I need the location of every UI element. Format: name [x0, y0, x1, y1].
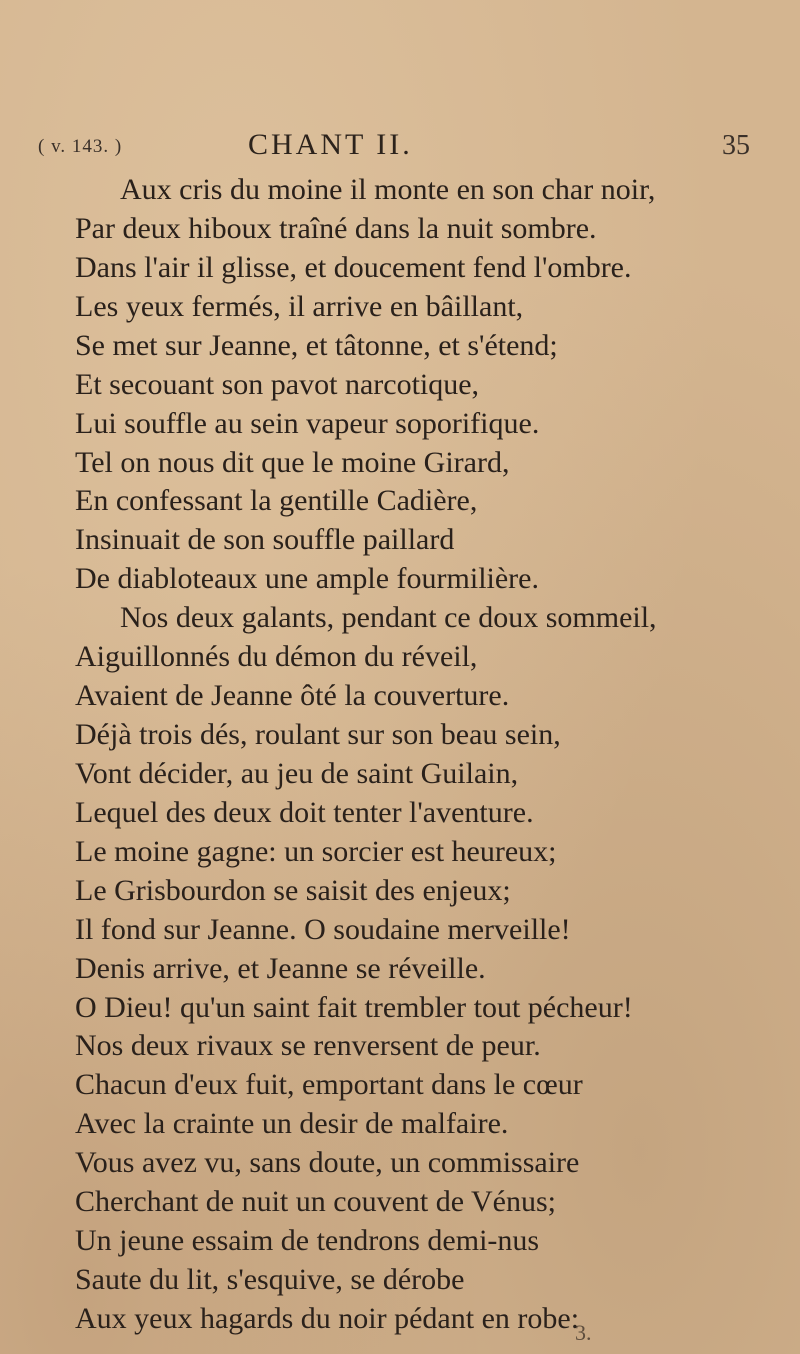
verse-line: Cherchant de nuit un couvent de Vénus; — [75, 1185, 556, 1218]
verse-line: Insinuait de son souffle paillard — [75, 523, 455, 556]
verse-line: Vont décider, au jeu de saint Guilain, — [75, 757, 519, 790]
verse-line: O Dieu! qu'un saint fait trembler tout pécheur! — [75, 991, 633, 1024]
verse-line: Lequel des deux doit tenter l'aventure. — [75, 796, 534, 829]
verse-line: Tel on nous dit que le moine Girard, — [75, 446, 510, 479]
verse-line: Dans l'air il glisse, et doucement fend l'ombre. — [75, 251, 632, 284]
verse-line: Saute du lit, s'esquive, se dérobe — [75, 1263, 465, 1296]
verse-line: Et secouant son pavot narcotique, — [75, 368, 480, 401]
verse-line: Le moine gagne: un sorcier est heureux; — [75, 835, 557, 868]
verse-line: Se met sur Jeanne, et tâtonne, et s'étend; — [75, 329, 558, 362]
verse-line: Aux cris du moine il monte en son char noir, — [120, 173, 656, 206]
signature-mark: 3. — [575, 1320, 592, 1345]
verse-line: Aux yeux hagards du noir pédant en robe: — [75, 1302, 580, 1335]
verse-line: Aiguillonnés du démon du réveil, — [75, 640, 478, 673]
verse-line: Vous avez vu, sans doute, un commissaire — [75, 1146, 580, 1179]
verse-line: Le Grisbourdon se saisit des enjeux; — [75, 874, 511, 907]
verse-line: Lui souffle au sein vapeur soporifique. — [75, 407, 540, 440]
verse-line: Denis arrive, et Jeanne se réveille. — [75, 952, 486, 985]
verse-line: Nos deux galants, pendant ce doux sommeil, — [120, 601, 657, 634]
verse-line: Avaient de Jeanne ôté la couverture. — [75, 679, 510, 712]
verse-line: En confessant la gentille Cadière, — [75, 484, 478, 517]
verse-line: De diabloteaux une ample fourmilière. — [75, 562, 539, 595]
verse-line: Il fond sur Jeanne. O soudaine merveille! — [75, 913, 571, 946]
verse-line: Chacun d'eux fuit, emportant dans le cœur — [75, 1068, 583, 1101]
verse-line: Déjà trois dés, roulant sur son beau sein, — [75, 718, 561, 751]
verse-line: Un jeune essaim de tendrons demi-nus — [75, 1224, 540, 1257]
page-header — [0, 128, 800, 168]
verse-line: Par deux hiboux traîné dans la nuit sombre. — [75, 212, 597, 245]
verse-line: Avec la crainte un desir de malfaire. — [75, 1107, 509, 1140]
page-number: 35 — [722, 130, 750, 161]
verse-reference: ( v. 143. ) — [38, 136, 123, 157]
chapter-title: CHANT II. — [248, 128, 413, 161]
verse-line: Les yeux fermés, il arrive en bâillant, — [75, 290, 524, 323]
verse-line: Nos deux rivaux se renversent de peur. — [75, 1029, 541, 1062]
